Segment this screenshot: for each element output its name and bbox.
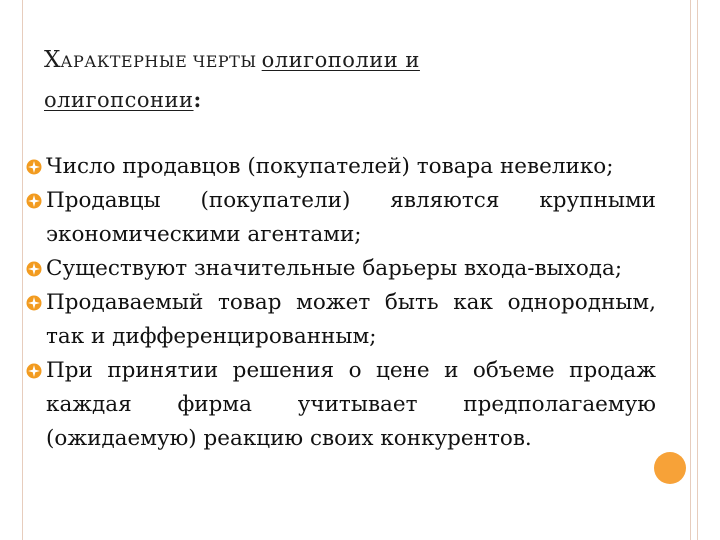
compass-star-icon xyxy=(26,261,42,277)
compass-star-icon xyxy=(26,159,42,175)
decorative-circle xyxy=(654,452,686,484)
list-item-text: Продаваемый товар может быть как однородным, так и дифференцированным; xyxy=(46,290,656,349)
title-colon: : xyxy=(193,87,202,112)
list-item xyxy=(26,354,656,456)
title-line2-text: олигопсонии xyxy=(44,88,194,112)
list-item xyxy=(26,252,656,286)
list-item xyxy=(26,184,656,252)
compass-star-icon xyxy=(26,295,42,311)
title-line-2 xyxy=(44,80,644,120)
compass-star-icon xyxy=(26,193,42,209)
list-item-text: Существуют значительные барьеры входа-выхода; xyxy=(46,256,623,281)
list-item-text: Продавцы (покупатели) являются крупными экономическими агентами; xyxy=(46,188,656,247)
title-underlined: олигополии и xyxy=(261,48,420,72)
list-item-text: При принятии решения о цене и объеме продаж каждая фирма учитывает предполагаемую (ожидаемую) реакцию своих конкурентов. xyxy=(46,358,656,451)
bullet-list xyxy=(26,150,656,456)
title-line-1 xyxy=(44,40,644,80)
list-item xyxy=(26,150,656,184)
list-item-text: Число продавцов (покупателей) товара невелико; xyxy=(46,154,614,179)
right-decor-line xyxy=(697,0,698,540)
compass-star-icon xyxy=(26,363,42,379)
list-item xyxy=(26,286,656,354)
slide-title xyxy=(44,40,644,120)
title-small-caps: АРАКТЕРНЫЕ ЧЕРТЫ xyxy=(60,52,257,71)
title-first-letter: Х xyxy=(44,47,61,73)
